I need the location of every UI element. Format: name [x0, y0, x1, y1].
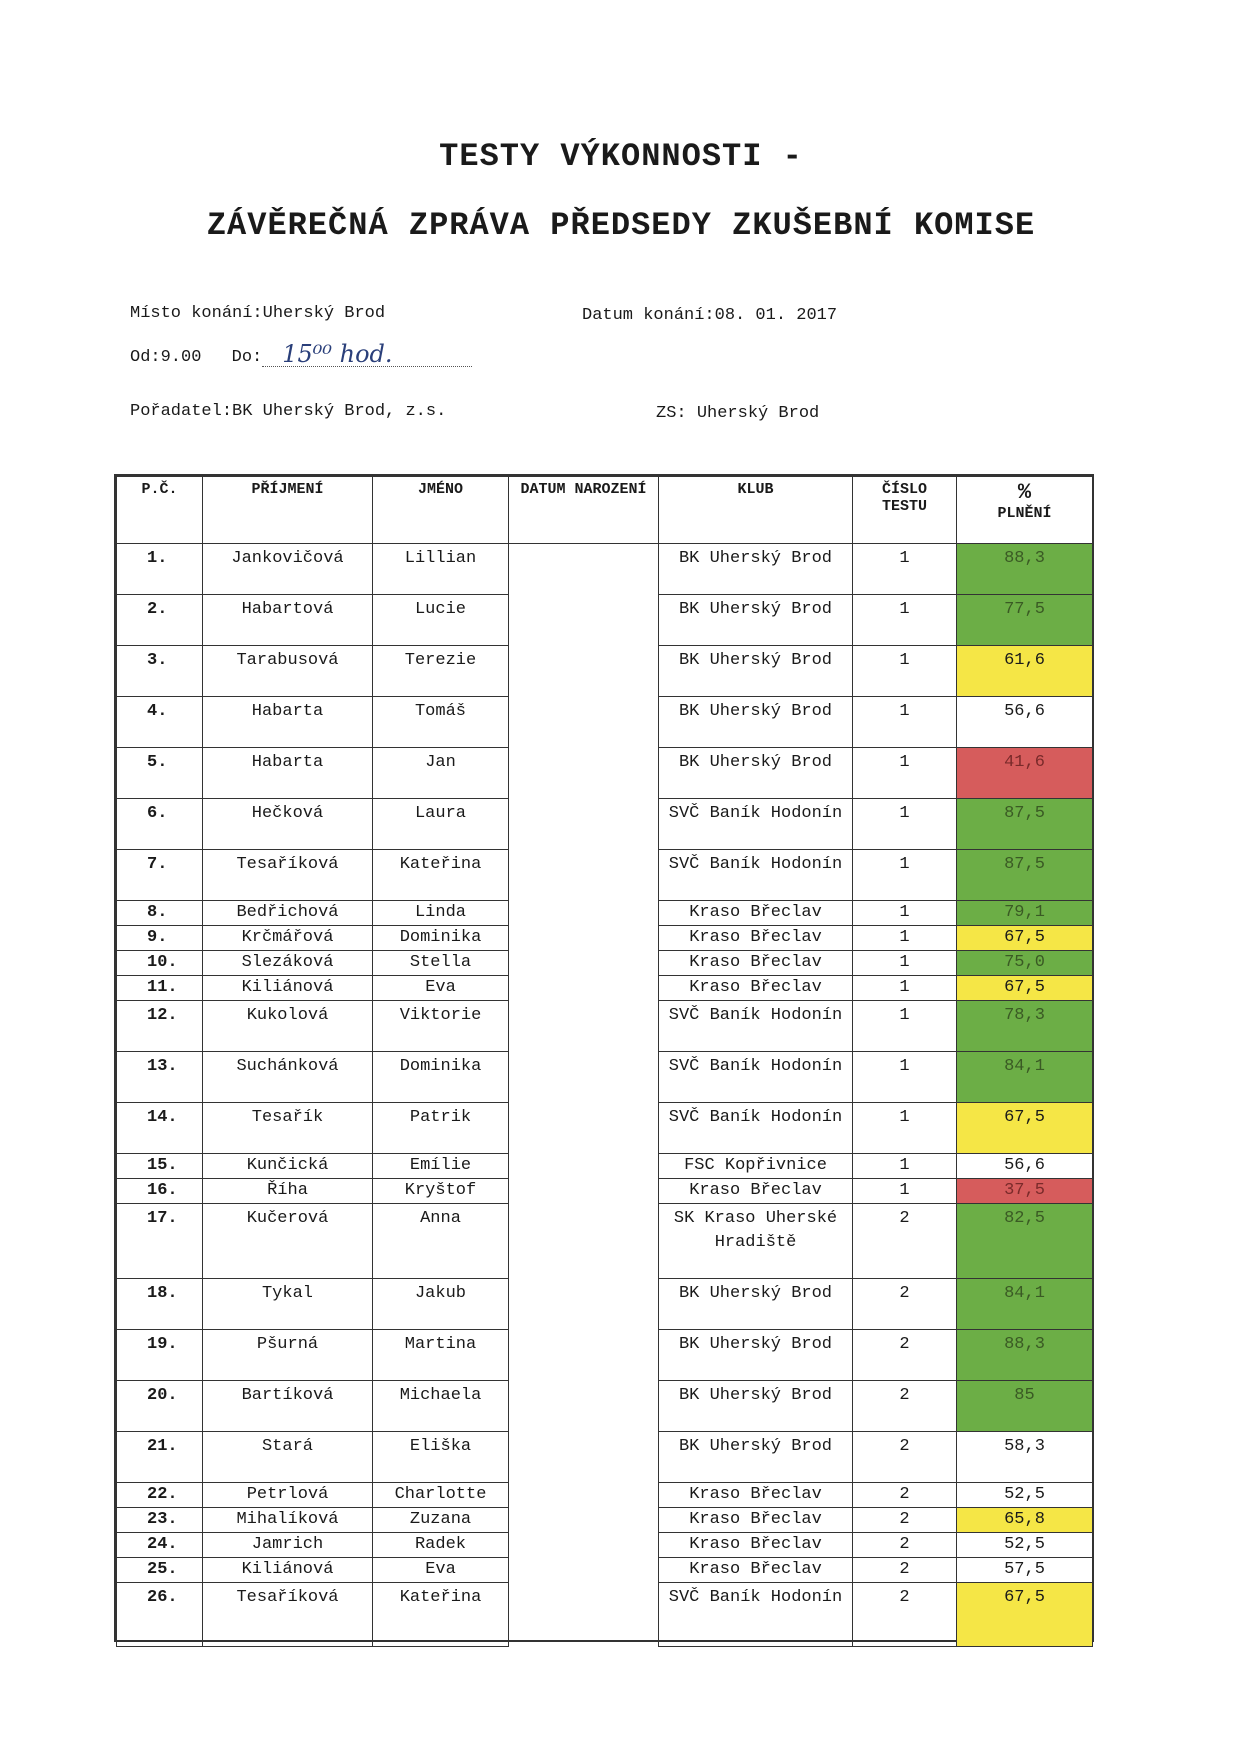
row-test-number: 1 [853, 901, 957, 926]
row-name: Michaela [373, 1381, 509, 1432]
row-percent: 77,5 [957, 595, 1093, 646]
from-value: 9.00 [160, 348, 202, 367]
row-percent: 87,5 [957, 799, 1093, 850]
row-test-number: 1 [853, 951, 957, 976]
table-header-row [117, 477, 1093, 544]
row-club: SVČ Baník Hodonín [659, 1052, 853, 1103]
row-surname: Habartová [203, 595, 373, 646]
row-dob [509, 1583, 659, 1647]
row-surname: Kukolová [203, 1001, 373, 1052]
row-dob [509, 1179, 659, 1204]
row-dob [509, 1533, 659, 1558]
row-percent: 52,5 [957, 1533, 1093, 1558]
row-number: 14. [117, 1103, 203, 1154]
table-row [117, 951, 1093, 976]
row-name: Radek [373, 1533, 509, 1558]
row-percent: 85 [957, 1381, 1093, 1432]
row-surname: Habarta [203, 748, 373, 799]
table-row [117, 646, 1093, 697]
row-number: 18. [117, 1279, 203, 1330]
row-number: 20. [117, 1381, 203, 1432]
row-club: BK Uherský Brod [659, 595, 853, 646]
table-row [117, 1330, 1093, 1381]
row-percent: 84,1 [957, 1279, 1093, 1330]
row-dob [509, 1204, 659, 1279]
row-test-number: 1 [853, 799, 957, 850]
row-surname: Tarabusová [203, 646, 373, 697]
row-test-number: 2 [853, 1381, 957, 1432]
row-surname: Kiliánová [203, 1558, 373, 1583]
row-test-number: 1 [853, 595, 957, 646]
row-test-number: 2 [853, 1583, 957, 1647]
table-row [117, 1381, 1093, 1432]
report-title-line2: ZÁVĚREČNÁ ZPRÁVA PŘEDSEDY ZKUŠEBNÍ KOMISE [206, 207, 1036, 244]
row-surname: Krčmářová [203, 926, 373, 951]
row-surname: Kučerová [203, 1204, 373, 1279]
row-dob [509, 1432, 659, 1483]
row-test-number: 2 [853, 1330, 957, 1381]
row-surname: Tykal [203, 1279, 373, 1330]
row-percent: 52,5 [957, 1483, 1093, 1508]
table-row [117, 1483, 1093, 1508]
row-percent: 67,5 [957, 1103, 1093, 1154]
row-name: Zuzana [373, 1508, 509, 1533]
row-club: BK Uherský Brod [659, 1279, 853, 1330]
organizer-field [130, 402, 446, 421]
table-row [117, 595, 1093, 646]
row-dob [509, 799, 659, 850]
row-surname: Habarta [203, 697, 373, 748]
table-row [117, 1583, 1093, 1647]
table-row [117, 1001, 1093, 1052]
row-surname: Hečková [203, 799, 373, 850]
row-number: 9. [117, 926, 203, 951]
row-surname: Mihalíková [203, 1508, 373, 1533]
row-club: BK Uherský Brod [659, 697, 853, 748]
col-header-surname: PŘÍJMENÍ [203, 477, 373, 544]
row-surname: Bedřichová [203, 901, 373, 926]
row-name: Eva [373, 1558, 509, 1583]
row-surname: Jankovičová [203, 544, 373, 595]
row-surname: Kunčická [203, 1154, 373, 1179]
row-number: 5. [117, 748, 203, 799]
row-number: 17. [117, 1204, 203, 1279]
col-header-club: KLUB [659, 477, 853, 544]
row-club: FSC Kopřivnice [659, 1154, 853, 1179]
col-header-dob: DATUM NAROZENÍ [509, 477, 659, 544]
table-row [117, 1279, 1093, 1330]
row-club: SVČ Baník Hodonín [659, 1583, 853, 1647]
row-percent: 56,6 [957, 697, 1093, 748]
row-dob [509, 951, 659, 976]
table-row [117, 544, 1093, 595]
table-row [117, 1154, 1093, 1179]
row-name: Linda [373, 901, 509, 926]
row-percent: 67,5 [957, 926, 1093, 951]
table-row [117, 1204, 1093, 1279]
row-test-number: 1 [853, 926, 957, 951]
table-row [117, 976, 1093, 1001]
row-percent: 41,6 [957, 748, 1093, 799]
row-number: 3. [117, 646, 203, 697]
row-name: Stella [373, 951, 509, 976]
row-number: 22. [117, 1483, 203, 1508]
row-surname: Tesařík [203, 1103, 373, 1154]
table-row [117, 1103, 1093, 1154]
row-number: 21. [117, 1432, 203, 1483]
row-dob [509, 1052, 659, 1103]
row-surname: Tesaříková [203, 850, 373, 901]
row-percent: 88,3 [957, 1330, 1093, 1381]
row-name: Eva [373, 976, 509, 1001]
row-test-number: 1 [853, 976, 957, 1001]
percent-symbol: % [1017, 480, 1032, 505]
row-surname: Petrlová [203, 1483, 373, 1508]
table-row [117, 1533, 1093, 1558]
table-row [117, 799, 1093, 850]
row-dob [509, 1154, 659, 1179]
row-surname: Jamrich [203, 1533, 373, 1558]
table-row [117, 1508, 1093, 1533]
row-number: 10. [117, 951, 203, 976]
row-club: Kraso Břeclav [659, 1558, 853, 1583]
row-name: Kateřina [373, 850, 509, 901]
row-surname: Bartíková [203, 1381, 373, 1432]
row-test-number: 2 [853, 1558, 957, 1583]
table-row [117, 1432, 1093, 1483]
row-percent: 37,5 [957, 1179, 1093, 1204]
row-dob [509, 926, 659, 951]
row-number: 15. [117, 1154, 203, 1179]
organizer-label: Pořadatel: [130, 402, 233, 421]
row-club: Kraso Břeclav [659, 976, 853, 1001]
zs-value: Uherský Brod [696, 404, 820, 423]
table-row [117, 748, 1093, 799]
row-number: 6. [117, 799, 203, 850]
table-row [117, 926, 1093, 951]
row-dob [509, 595, 659, 646]
row-percent: 58,3 [957, 1432, 1093, 1483]
row-dob [509, 544, 659, 595]
row-number: 25. [117, 1558, 203, 1583]
row-name: Martina [373, 1330, 509, 1381]
row-club: BK Uherský Brod [659, 1330, 853, 1381]
row-test-number: 1 [853, 1001, 957, 1052]
row-percent: 79,1 [957, 901, 1093, 926]
col-header-name: JMÉNO [373, 477, 509, 544]
row-percent: 82,5 [957, 1204, 1093, 1279]
report-title-line1: TESTY VÝKONNOSTI - [439, 138, 803, 175]
row-test-number: 2 [853, 1508, 957, 1533]
zs-field [656, 404, 819, 423]
row-number: 13. [117, 1052, 203, 1103]
row-dob [509, 646, 659, 697]
row-surname: Kiliánová [203, 976, 373, 1001]
row-club: Kraso Břeclav [659, 1179, 853, 1204]
venue-label: Místo konání: [130, 304, 263, 323]
row-number: 7. [117, 850, 203, 901]
table-row [117, 1558, 1093, 1583]
row-number: 19. [117, 1330, 203, 1381]
row-name: Patrik [373, 1103, 509, 1154]
row-surname: Suchánková [203, 1052, 373, 1103]
table-row [117, 850, 1093, 901]
row-name: Charlotte [373, 1483, 509, 1508]
row-dob [509, 850, 659, 901]
row-percent: 65,8 [957, 1508, 1093, 1533]
row-percent: 57,5 [957, 1558, 1093, 1583]
results-table-frame [114, 474, 1094, 1642]
row-test-number: 1 [853, 544, 957, 595]
row-dob [509, 1279, 659, 1330]
time-field [130, 340, 472, 367]
row-test-number: 1 [853, 1103, 957, 1154]
to-label: Do: [231, 348, 263, 367]
row-percent: 88,3 [957, 544, 1093, 595]
row-club: BK Uherský Brod [659, 1432, 853, 1483]
row-test-number: 2 [853, 1483, 957, 1508]
venue-value: Uherský Brod [262, 304, 386, 323]
row-test-number: 1 [853, 1052, 957, 1103]
row-dob [509, 976, 659, 1001]
col-header-no: P.Č. [117, 477, 203, 544]
row-dob [509, 1508, 659, 1533]
row-name: Jan [373, 748, 509, 799]
row-name: Lucie [373, 595, 509, 646]
row-club: Kraso Břeclav [659, 1508, 853, 1533]
table-row [117, 1052, 1093, 1103]
row-number: 16. [117, 1179, 203, 1204]
row-name: Tomáš [373, 697, 509, 748]
row-number: 2. [117, 595, 203, 646]
row-club: Kraso Břeclav [659, 1483, 853, 1508]
row-club: BK Uherský Brod [659, 1381, 853, 1432]
row-dob [509, 748, 659, 799]
row-club: Kraso Břeclav [659, 951, 853, 976]
row-club: Kraso Břeclav [659, 901, 853, 926]
row-name: Viktorie [373, 1001, 509, 1052]
row-test-number: 1 [853, 697, 957, 748]
row-name: Terezie [373, 646, 509, 697]
col-header-pct [957, 477, 1093, 544]
row-name: Laura [373, 799, 509, 850]
row-number: 11. [117, 976, 203, 1001]
row-test-number: 1 [853, 646, 957, 697]
col-header-test: ČÍSLO TESTU [853, 477, 957, 544]
row-dob [509, 1381, 659, 1432]
row-number: 12. [117, 1001, 203, 1052]
row-percent: 84,1 [957, 1052, 1093, 1103]
date-field [582, 306, 837, 325]
date-value: 08. 01. 2017 [714, 306, 838, 325]
row-test-number: 1 [853, 1154, 957, 1179]
row-dob [509, 1558, 659, 1583]
row-name: Emílie [373, 1154, 509, 1179]
row-club: SVČ Baník Hodonín [659, 1001, 853, 1052]
table-row [117, 697, 1093, 748]
row-dob [509, 697, 659, 748]
row-name: Dominika [373, 1052, 509, 1103]
row-test-number: 2 [853, 1432, 957, 1483]
row-surname: Říha [203, 1179, 373, 1204]
row-club: SVČ Baník Hodonín [659, 850, 853, 901]
from-label: Od: [130, 348, 161, 367]
row-dob [509, 1330, 659, 1381]
row-name: Lillian [373, 544, 509, 595]
row-test-number: 1 [853, 850, 957, 901]
row-dob [509, 901, 659, 926]
row-name: Anna [373, 1204, 509, 1279]
row-club: SVČ Baník Hodonín [659, 1103, 853, 1154]
row-number: 26. [117, 1583, 203, 1647]
row-percent: 67,5 [957, 1583, 1093, 1647]
to-value-handwritten: 15⁰⁰ hod. [262, 340, 472, 367]
row-name: Dominika [373, 926, 509, 951]
row-percent: 56,6 [957, 1154, 1093, 1179]
row-dob [509, 1483, 659, 1508]
zs-label: ZS: [656, 404, 687, 423]
row-percent: 61,6 [957, 646, 1093, 697]
row-dob [509, 1001, 659, 1052]
row-name: Kryštof [373, 1179, 509, 1204]
table-row [117, 901, 1093, 926]
row-test-number: 1 [853, 1179, 957, 1204]
row-name: Kateřina [373, 1583, 509, 1647]
row-test-number: 2 [853, 1533, 957, 1558]
row-surname: Stará [203, 1432, 373, 1483]
row-club: BK Uherský Brod [659, 646, 853, 697]
row-test-number: 1 [853, 748, 957, 799]
row-club: BK Uherský Brod [659, 544, 853, 595]
row-surname: Pšurná [203, 1330, 373, 1381]
results-table [116, 476, 1093, 1647]
table-row [117, 1179, 1093, 1204]
row-name: Eliška [373, 1432, 509, 1483]
row-club: SVČ Baník Hodonín [659, 799, 853, 850]
row-number: 23. [117, 1508, 203, 1533]
row-club: Kraso Břeclav [659, 1533, 853, 1558]
venue-field [130, 304, 385, 323]
row-surname: Slezáková [203, 951, 373, 976]
row-test-number: 2 [853, 1279, 957, 1330]
date-label: Datum konání: [582, 306, 715, 325]
row-percent: 75,0 [957, 951, 1093, 976]
row-dob [509, 1103, 659, 1154]
row-club: Kraso Břeclav [659, 926, 853, 951]
row-number: 8. [117, 901, 203, 926]
row-number: 1. [117, 544, 203, 595]
row-club: SK Kraso Uherské Hradiště [659, 1204, 853, 1279]
col-header-pct-label: PLNĚNÍ [997, 505, 1052, 522]
row-name: Jakub [373, 1279, 509, 1330]
row-percent: 78,3 [957, 1001, 1093, 1052]
row-number: 4. [117, 697, 203, 748]
row-surname: Tesaříková [203, 1583, 373, 1647]
row-club: BK Uherský Brod [659, 748, 853, 799]
row-percent: 87,5 [957, 850, 1093, 901]
organizer-value: BK Uherský Brod, z.s. [232, 402, 447, 421]
row-number: 24. [117, 1533, 203, 1558]
row-test-number: 2 [853, 1204, 957, 1279]
row-percent: 67,5 [957, 976, 1093, 1001]
